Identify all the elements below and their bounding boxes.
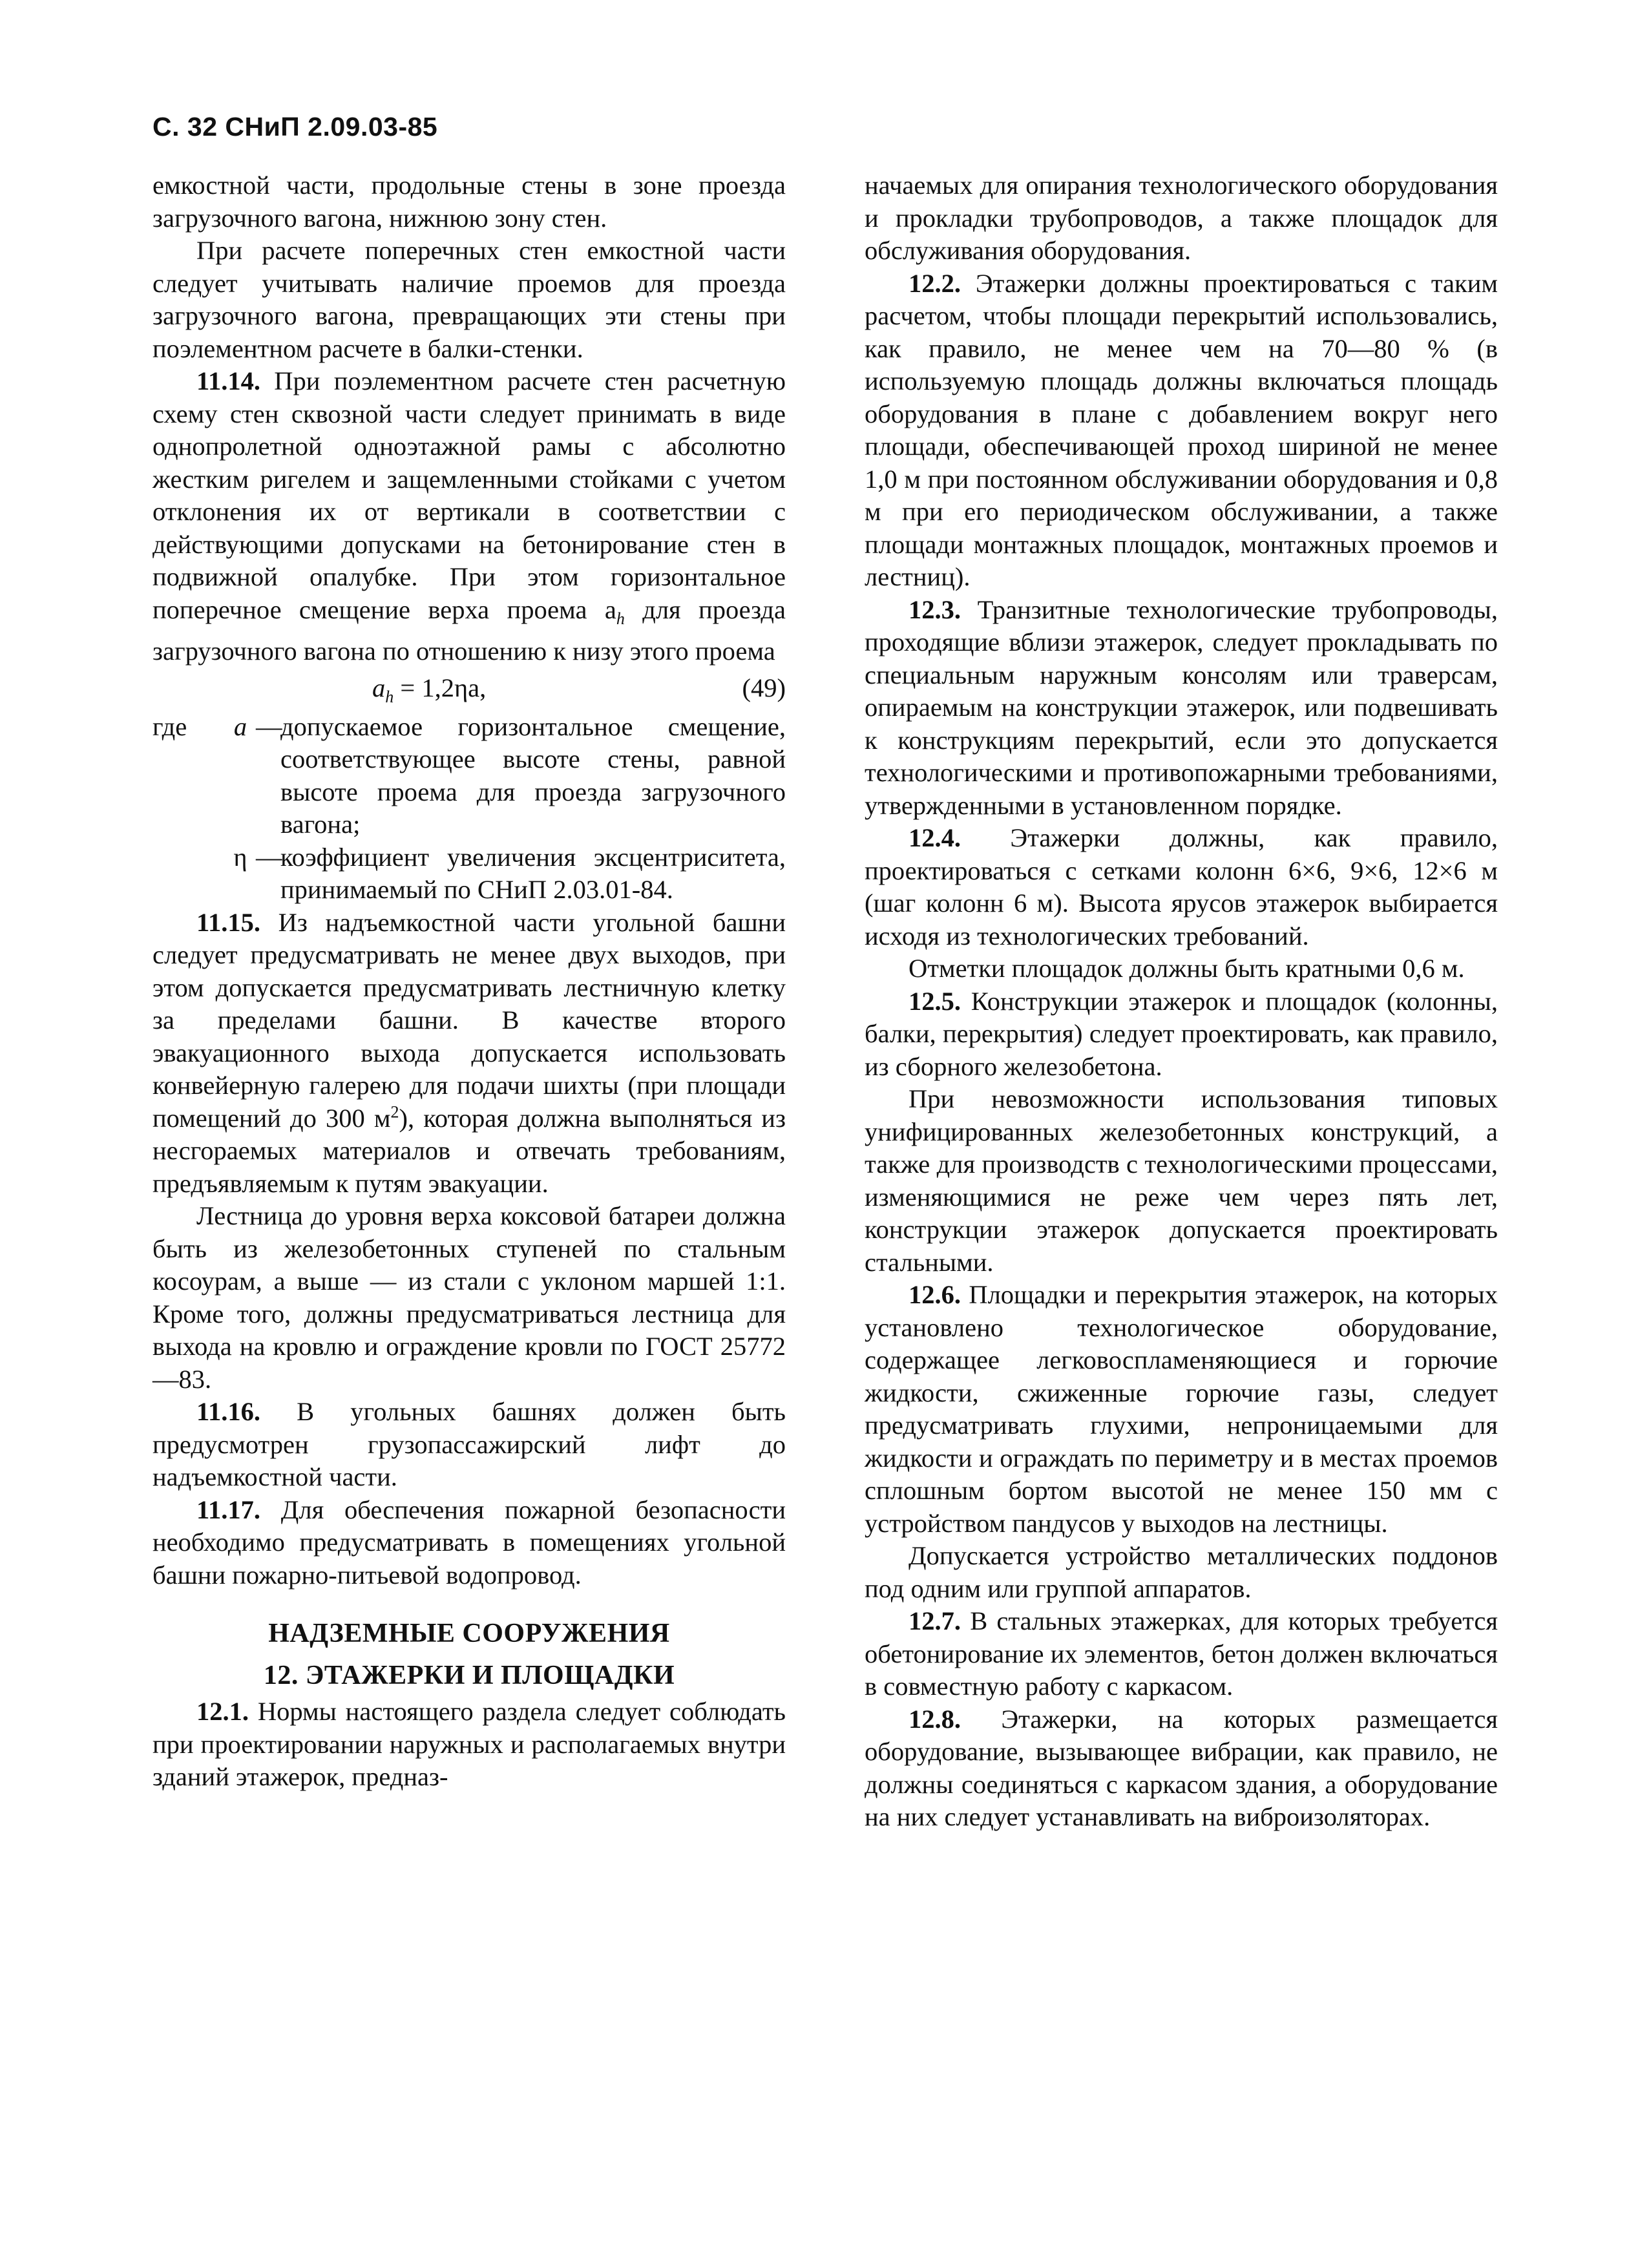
- legend-dash: —: [256, 711, 282, 741]
- page-header: С. 32 СНиП 2.09.03-85: [152, 112, 438, 142]
- chapter-heading: 12. ЭТАЖЕРКИ И ПЛОЩАДКИ: [263, 1660, 675, 1690]
- formula-49: [152, 672, 786, 708]
- legend-symbol: a: [233, 711, 247, 741]
- legend-dash: —: [256, 842, 282, 872]
- clause-12-3: 12.3. Транзитные технологические трубопроводы, проходящие вблизи этажерок, следует прокладывать по специальным наружным консолям или траверсам, опираемым на конструкции этажерок, или подвешивать к конструкциям перекрытий, если это допускается технологическими и противопожарными требованиями, утвержденными в установленном порядке.: [865, 594, 1498, 820]
- paragraph: При невозможности использования типовых унифицированных железобетонных конструкций, а также для производств с технологическими процессами, изменяющимися не реже чем через пять лет, конструкции этажерок допускается проектировать стальными.: [865, 1084, 1498, 1277]
- clause-text: При поэлементном расчете стен расчетную схему стен сквозной части следует принимать в виде однопролетной одноэтажной рамы с абсолютно жестким ригелем и защемленными стойками с учетом отклонения их от вертикали в соответствии с действующими допусками на бетонирование стен в подвижной опалубке. При этом горизонтальное поперечное смещение верха проема a: [152, 366, 786, 624]
- clause-11-17: 11.17. Для обеспечения пожарной безопасности необходимо предусматривать в помещениях угольной башни пожарно-питьевой водопровод.: [152, 1495, 786, 1590]
- formula-expression: $a_h = 1,2\eta a$,: [372, 673, 487, 706]
- clause-12-5: 12.5. Конструкции этажерок и площадок (колонны, балки, перекрытия) следует проектировать, как правило, из сборного железобетона.: [865, 986, 1498, 1081]
- clause-text-tail: для проезда загрузочного вагона по отношению к низу этого проема: [152, 594, 786, 666]
- formula-legend: [152, 711, 786, 907]
- paragraph: Отметки площадок должны быть кратными 0,6 м.: [909, 954, 1465, 983]
- clause-11-14: [152, 365, 786, 668]
- paragraph: начаемых для опирания технологического оборудования и прокладки трубопроводов, а также площадок для обслуживания оборудования.: [865, 171, 1498, 265]
- left-column: [152, 169, 786, 1794]
- clause-12-1: 12.1. Нормы настоящего раздела следует соблюдать при проектировании наружных и располагаемых внутри зданий этажерок, предназ-: [152, 1697, 786, 1792]
- clause-12-4: 12.4. Этажерки должны, как правило, проектироваться с сетками колонн 6×6, 9×6, 12×6 м (шаг колонн 6 м). Высота ярусов этажерок выбирается исходя из технологических требований.: [865, 823, 1498, 950]
- clause-number: 11.14.: [196, 366, 261, 395]
- clause-12-2: 12.2. Этажерки должны проектироваться с таким расчетом, чтобы площади перекрытий использовались, как правило, не менее чем на 70—80 % (в используемую площадь должны включаться площадь оборудования в плане с добавлением вокруг него площади, обеспечивающей проход шириной не менее 1,0 м при постоянном обслуживании оборудования и 0,8 м при его периодическом обслуживании, а также площади монтажных площадок, монтажных проемов и лестниц).: [865, 268, 1498, 591]
- paragraph: Лестница до уровня верха коксовой батареи должна быть из железобетонных ступеней по стальным косоурам, а выше — из стали с уклоном маршей 1:1. Кроме того, должны предусматриваться лестница для выхода на кровлю и ограждение кровли по ГОСТ 25772—83.: [152, 1201, 786, 1394]
- legend-symbol: η: [233, 842, 247, 872]
- legend-definition: коэффициент увеличения эксцентриситета, принимаемый по СНиП 2.03.01-84.: [280, 842, 786, 905]
- section-heading: НАДЗЕМНЫЕ СООРУЖЕНИЯ: [268, 1619, 670, 1649]
- clause-12-7: 12.7. В стальных этажерках, для которых требуется обетонирование их элементов, бетон должен включаться в совместную работу с каркасом.: [865, 1606, 1498, 1701]
- formula-number: (49): [742, 673, 786, 702]
- clause-12-8: 12.8. Этажерки, на которых размещается оборудование, вызывающее вибрации, как правило, не должны соединяться с каркасом здания, а оборудование на них следует устанавливать на виброизоляторах.: [865, 1704, 1498, 1831]
- legend-definition: допускаемое горизонтальное смещение, соответствующее высоте стены, равной высоте проема для проезда загрузочного вагона;: [280, 711, 786, 839]
- paragraph: емкостной части, продольные стены в зоне проезда загрузочного вагона, нижнюю зону стен.: [152, 171, 786, 233]
- clause-11-16: 11.16. В угольных башнях должен быть предусмотрен грузопассажирский лифт до надъемкостной части.: [152, 1397, 786, 1492]
- right-column: [865, 169, 1498, 1834]
- subscript: h: [616, 609, 625, 628]
- clause-11-15: 11.15. Из надъемкостной части угольной башни следует предусматривать не менее двух выходов, при этом допускается предусматривать лестничную клетку за пределами башни. В качестве второго эвакуационного выхода допускается использовать конвейерную галерею для подачи шихты (при площади помещений до 300 $м^2$), которая должна выполняться из несгораемых материалов и отвечать требованиям, предъявляемым к путям эвакуации.: [152, 907, 786, 1198]
- where-word: где: [152, 711, 187, 741]
- paragraph: Допускается устройство металлических поддонов под одним или группой аппаратов.: [865, 1541, 1498, 1603]
- paragraph: При расчете поперечных стен емкостной части следует учитывать наличие проемов для проезда загрузочного вагона, превращающих эти стены при поэлементном расчете в балки-стенки.: [152, 236, 786, 363]
- clause-12-6: 12.6. Площадки и перекрытия этажерок, на которых установлено технологическое оборудование, содержащее легковоспламеняющиеся и горючие жидкости, сжиженные горючие газы, следует предусматривать глухими, непроницаемыми для жидкости и ограждать по периметру и в местах проемов сплошным бортом высотой не менее 150 мм с устройством пандусов у выходов на лестницы.: [865, 1280, 1498, 1538]
